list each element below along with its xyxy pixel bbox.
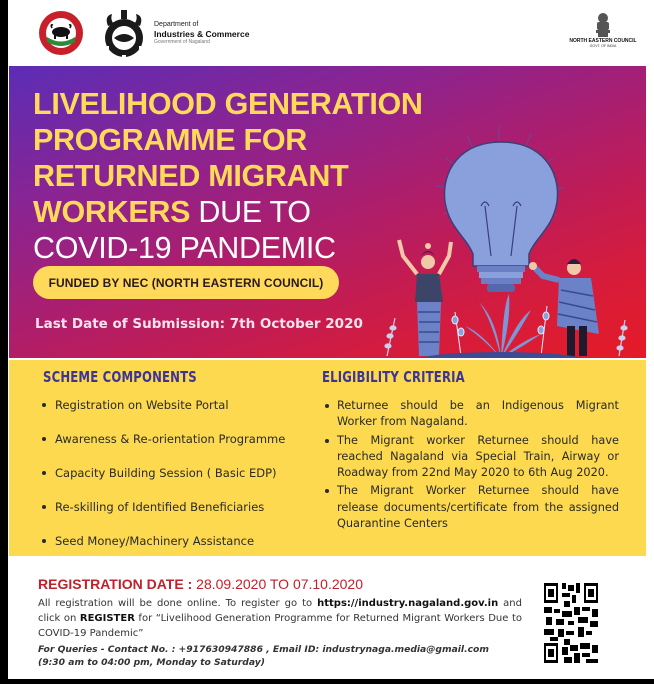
nagaland-state-emblem-icon [38,10,84,56]
registration-footer [8,556,654,679]
lightbulb-people-illustration [381,106,645,358]
instructions-text: and click on [38,598,522,624]
list-item: The Migrant worker Returnee should have reached Nagaland via Special Train, Airway or Roadway from 22nd May 2020 to 6th Aug 2020. [323,433,619,482]
department-line-2: Industries & Commerce [154,29,250,39]
title-line-4-rest: DUE TO [190,195,311,229]
nec-name: NORTH EASTERN COUNCIL [569,38,637,44]
registration-url-link[interactable]: https://industry.nagaland.gov.in [317,598,499,609]
registration-date [38,576,363,592]
contact-info [38,644,489,669]
industries-commerce-emblem-icon [100,8,148,60]
last-date-of-submission: Last Date of Submission: 7th October 2020 [35,316,363,332]
contact-hours: (9:30 am to 04:00 pm, Monday to Saturday) [38,656,265,668]
registration-date-label: REGISTRATION DATE : [38,576,193,592]
details-section [9,360,646,556]
nec-subtitle: GOVT. OF INDIA [589,44,617,48]
instructions-text: All registration will be done online. To register go to [38,598,318,609]
list-item: Re-skilling of Identified Beneficiaries [39,500,314,534]
list-item: The Migrant Worker Returnee should have release documents/certificate from the assigned Quarantine Centers [323,483,619,532]
funded-badge [33,266,339,299]
instructions-text: for “Livelihood Generation Programme for Returned Migrant Workers Due to COVID-19 Pandemic” [38,613,522,639]
title-line-5: COVID-19 PANDEMIC [33,231,336,265]
list-item: Registration on Website Portal [39,398,314,432]
poster [8,0,654,679]
scheme-components-heading: SCHEME COMPONENTS [43,368,197,386]
list-item: Awareness & Re-orientation Programme [39,432,314,466]
title-line-1: LIVELIHOOD GENERATION [33,87,423,121]
registration-instructions [38,596,522,641]
qr-code-icon[interactable] [544,583,598,663]
eligibility-criteria-heading: ELIGIBILITY CRITERIA [322,368,465,386]
funded-text: FUNDED BY NEC (NORTH EASTERN COUNCIL) [48,275,324,290]
department-line-1: Department of [154,21,199,28]
title-highlight: WORKERS [33,195,191,229]
list-item: Seed Money/Machinery Assistance [39,534,314,568]
list-item: Capacity Building Session ( Basic EDP) [39,466,314,500]
ashoka-emblem-icon [593,12,613,38]
register-keyword: REGISTER [79,613,135,624]
contact-details: For Queries - Contact No. : +917630947886 , Email ID: industrynaga.media@gmail.com [38,644,489,655]
title-line-2: PROGRAMME FOR [33,123,307,157]
header [8,0,654,64]
hero-banner [9,66,646,358]
title-line-3: RETURNED MIGRANT [33,159,349,193]
department-name [154,21,249,46]
registration-date-range: 28.09.2020 TO 07.10.2020 [192,576,364,592]
eligibility-criteria-list [323,398,619,534]
scheme-components-list [39,398,314,568]
nec-logo [563,12,643,49]
list-item: Returnee should be an Indigenous Migrant Worker from Nagaland. [323,398,619,431]
department-line-3: Government of Nagaland [154,39,210,45]
